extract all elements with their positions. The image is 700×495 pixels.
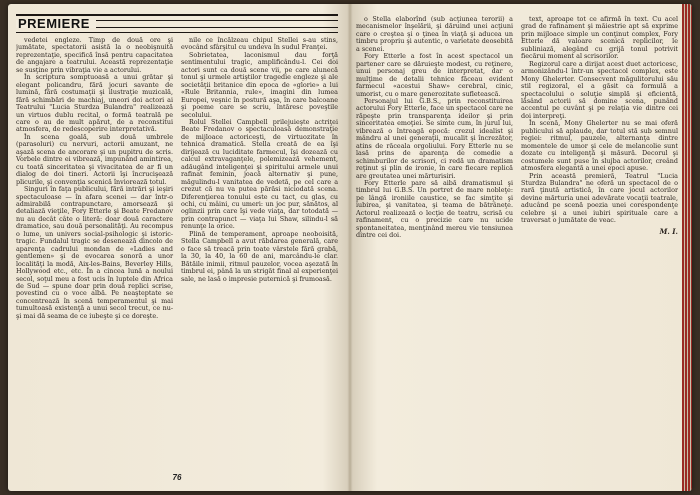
left-page xyxy=(16,14,338,481)
author-signature: M. I. xyxy=(659,226,678,236)
paragraph: o Stella elaborînd (sub acţiunea terorii) a mecanismelor înşelării, şi dăruind unei acţiuni care o creştea şi o ţinea în viaţă şi aducea un timbru propriu şi autentic, o varietate deosebită a scenei. xyxy=(356,15,513,53)
paragraph: Plină de temperament, aproape neoboisită, Stella Campbell a avut răbdarea generală, care o face să treacă prin toate vârstele fără grabă, la 30, la 40, la 60 de ani, marcându-le clar. Bătăile inimii, ritmul pauzelor, vocea aşezată în timbrul ei, până la un strigăt final al experienţei sale, ne lasă o impresie puternică şi frumoasă. xyxy=(181,229,338,283)
paragraph: Fory Etterle a fost în acest spectacol un partener care se dăruieşte modest, cu reţinere, unui personaj greu de interpretat, dar o mulţime de detalii tehnice făceau evident farmecul «acestui Shaw» cerebral, cinic, umorist, cu o mare generozitate sufletească. xyxy=(356,52,513,98)
page-number: 76 xyxy=(172,472,182,481)
rubric-title: PREMIERE xyxy=(16,20,96,27)
paragraph: Rolul Stellei Campbell prilejuieşte actriţei Beate Fredanov o spectaculoasă demonstraţie de mijloace actoriceşti, de virtuozitate în tehnica dramatică. Stella creată de ea îşi dirijează cu luciditate farmecul, îşi dozează cu calcul extravaganţele, polemizează vehement, adăugând inteligenţei şi spiritului armele unui rafinat feminin, joacă alternativ şi pune, măgulindu-l vanitatea de vedetă, pe cel care a crezut că nu va putea părăsi niciodată scena. Diferenţierea tonului este cu tact, cu glas, cu ochi, cu mâini, cu umeri: un joc pur, sănătos, al oglinzii prin care îşi vede viaţa, dar totodată — prin contrapunct — viaţa lui Shaw, silindu-l să renunţe la orice. xyxy=(181,117,338,231)
left-columns xyxy=(16,37,338,464)
left-column-2 xyxy=(181,37,338,464)
right-page xyxy=(356,14,678,481)
paragraph: Fory Etterle pare să aibă dramatismul şi timbrul lui G.B.S. Un portret de mare nobleţe: pe lângă ironiile caustice, se fac simţite şi iubirea, şi vanitatea, şi teama de bătrâneţe. Actorul realizează o lecţie de teatru, scrisă cu rafinament, cu o precizie care nu ucide spontaneitatea, menţinând mereu vie tensiunea dintre cei doi. xyxy=(356,178,513,240)
paragraph: nile ce încălzeau chipul Stellei s-au stins, evocând sfârşitul cu undeva în sudul Franţei. xyxy=(181,36,338,52)
right-column-2-text xyxy=(521,16,678,225)
paragraph: Regizorul care a dirijat acest duet actoricesc, armonizându-l într-un spectacol complex, este Mony Ghelerter. Consecvent măgulitorului său stil regizoral, el a găsit ca formulă a spectacolului o soluţie simplă şi eficientă, lăsând actorii să domine scena, punând accentul pe cuvânt şi pe relaţia vie dintre cei doi interpreţi. xyxy=(521,59,678,120)
paragraph: Prin această premieră, Teatrul "Lucia Sturdza Bulandra" ne oferă un spectacol de o rară ţinută artistică, în care jocul actorilor devine mărturia unei adevărate vocaţii teatrale, aducând pe scenă poezia unei corespondenţe celebre şi a unei iubiri spirituale care a traversat o jumătate de veac. xyxy=(521,171,678,225)
magazine-spread xyxy=(8,4,692,491)
paragraph: Sobrietatea, laconismul dau forţă sentimentului tragic, amplificându-l. Cei doi actori sunt ca două scene vii, pe care alunecă tonul şi urmele artiştilor tragedie engleze şi ale societăţii britanice din epoca de «glorie» a lui «Rule Britannia, rule», imagini din lumea Europei, veşnic în postură aşa, în care balcoane şi poeme care se scriu, întăresc poveştile secolului. xyxy=(181,50,338,119)
right-columns xyxy=(356,16,678,479)
section-header xyxy=(16,14,338,33)
paragraph: În scriptura somptuoasă a unui grătar şi elegant policandru, fără jocuri savante de lumină, fără costumaţii şi ilustraţie muzicală, fără schimbări de machiaj, uneori doi actori ai Teatrului "Lucia Sturdza Bulandra" realizează un virtuos dublu recital, o formă teatrală pe care o au de mult apărut, de a reconstitui atmosfera, de redescoperire interpretativă. xyxy=(16,73,173,134)
paragraph: vedetei engleze. Timp de două ore şi jumătate, spectatorii asistă la o neobişnuită reprezentaţie, specifică însă pentru capacitatea de angajare a teatrului. Această reprezentaţie se susţine prin vibraţia vie a actorului. xyxy=(16,36,173,74)
header-rule xyxy=(96,20,338,28)
right-column-1 xyxy=(356,16,513,479)
paragraph: Singuri în faţa publicului, fără intrări şi ieşiri spectaculoase — în afara scenei — dar într-o admirabilă contrapunctare, amorsează şi detaliază vieţile, Fory Etterle şi Beate Fredanov nu au decât câte o literă: doar două caractere dramatice, sau două personalităţi. Au recompus o lume, un univers social-psihologic şi istoric-tragic. Fundalul tragic se desenează dincolo de aparenţa cadrului mondan de «Ladies and gentlemen» şi de evocarea sonoră a unor localităţi la modă, Aix-les-Bains, Beverley Hills, Hollywood etc., etc. În a cincea lună a noului secol, soţul meu a fost ucis în luptele din Africa de Sud — spune doar prin două replici scrise, povestind cu o voce albă. Pe neaşteptate se concentrează în scenă temperamentul şi mai tumultoasă existenţă a unui secol trecut, ce nu-şi mai dă seama de ce iubeşte şi ce doreşte. xyxy=(16,185,173,320)
paragraph: În scenă, Mony Ghelerter nu se mai oferă publicului să aplaude, dar totul stă sub semnul regiei: ritmul, pauzele, alternanţa dintre momentele de umor şi cele de melancolie sunt dozate cu inteligenţă şi măsură. Decorul şi costumele sunt puse în slujba actorilor, creând atmosfera elegantă a unei epoci apuse. xyxy=(521,119,678,173)
left-column-1 xyxy=(16,37,173,464)
page-edges xyxy=(682,4,692,491)
paragraph: În scena goală, sub două umbrele (parasoluri) cu nervuri, actorii amuzant, ne aşază scena de ancorare şi un pupitru de scris. Vorbele dintre ei vibrează, impunând amintirea, cu toată sinceritatea şi vivacitatea de ar fi un dialog de doi tineri. Actorii îşi încrucişează plicurile, şi convenţia scenică învioreazã totul. xyxy=(16,132,173,186)
paragraph: Personajul lui G.B.S., prin reconstituirea actorului Fory Etterle, face un spectacol care ne răpeşte prin transparenţa ideilor şi prin sinceritatea emoţiei. Se simte cum, în jurul lui, vibrează o întreagă epocă: crezul idealist şi mândru al unei generaţii, mucalit şi încrezător, atins de răceala orgoliului. Fory Etterle nu se lasă prins de aparenţa de comedie a schimburilor de scrisori, ci redă un dramatism reţinut şi plin de ironie, în care fiecare replică are greutatea unei mărturisiri. xyxy=(356,96,513,180)
right-column-2 xyxy=(521,16,678,479)
paragraph: text, aproape tot ce afirmă în text. Cu acel grad de rafinament şi măiestrie apt să exprime prin mijloace simple un conţinut complex, Fory Etterle dă valoare scenică replicilor, le subliniază, alegând cu grijă tonul potrivit fiecărui moment al scrisorilor. xyxy=(521,15,678,61)
